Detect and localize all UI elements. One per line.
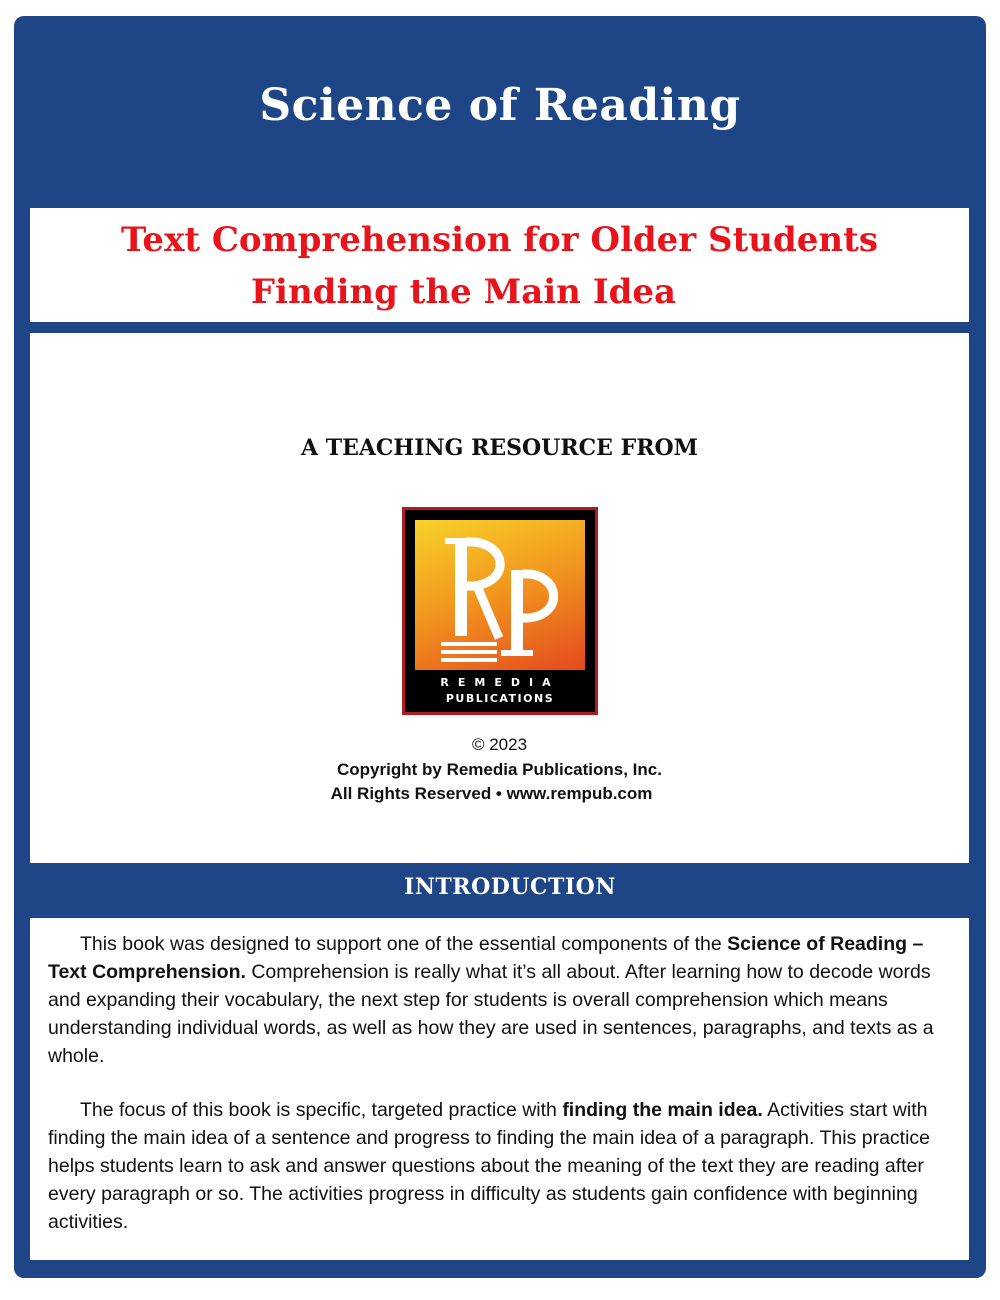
logo-word-remedia: REMEDIA	[440, 676, 560, 689]
copyright-year: © 2023	[471, 735, 528, 754]
intro-p1-text: This book was designed to support one of the essential components of the	[80, 933, 728, 955]
intro-p1-bold: Science of Reading – Text Comprehension.	[48, 933, 924, 983]
copyright-line: Copyright by Remedia Publications, Inc.	[337, 760, 662, 779]
logo-word-publications: PUBLICATIONS	[445, 692, 555, 705]
intro-paragraph-1	[48, 930, 960, 1070]
subtitle-line-2: Finding the Main Idea	[250, 272, 677, 312]
rights-line: All Rights Reserved • www.rempub.com	[330, 784, 653, 803]
intro-p1-text-end: Comprehension is really what it’s all about. After learning how to decode words and expanding their vocabulary, the next step for students is overall comprehension which means understanding individual words, as well as how they are used in sentences, paragraphs, and texts as a whole.	[48, 961, 934, 1067]
intro-p2-text: The focus of this book is specific, targeted practice with	[80, 1099, 563, 1121]
intro-p2-text-end: Activities start with finding the main idea of a sentence and progress to finding the main idea of a paragraph. This practice helps students learn to ask and answer questions about the meaning of the text they are reading after every paragraph or so. The activities progress in difficulty as students gain confidence with beginning activities.	[48, 1099, 931, 1233]
subtitle-line-1: Text Comprehension for Older Students	[121, 220, 878, 260]
remedia-logo	[402, 507, 598, 715]
intro-p2-bold: finding the main idea.	[562, 1099, 763, 1121]
rp-monogram-icon	[415, 520, 585, 670]
introduction-panel	[30, 918, 969, 1260]
intro-paragraph-2	[48, 1096, 960, 1236]
publisher-panel	[30, 333, 969, 863]
introduction-heading: INTRODUCTION	[404, 874, 616, 900]
logo-emblem	[415, 520, 585, 670]
resource-tagline: A TEACHING RESOURCE FROM	[300, 435, 698, 461]
page-title: Science of Reading	[259, 80, 741, 131]
subtitle-box	[30, 208, 969, 322]
